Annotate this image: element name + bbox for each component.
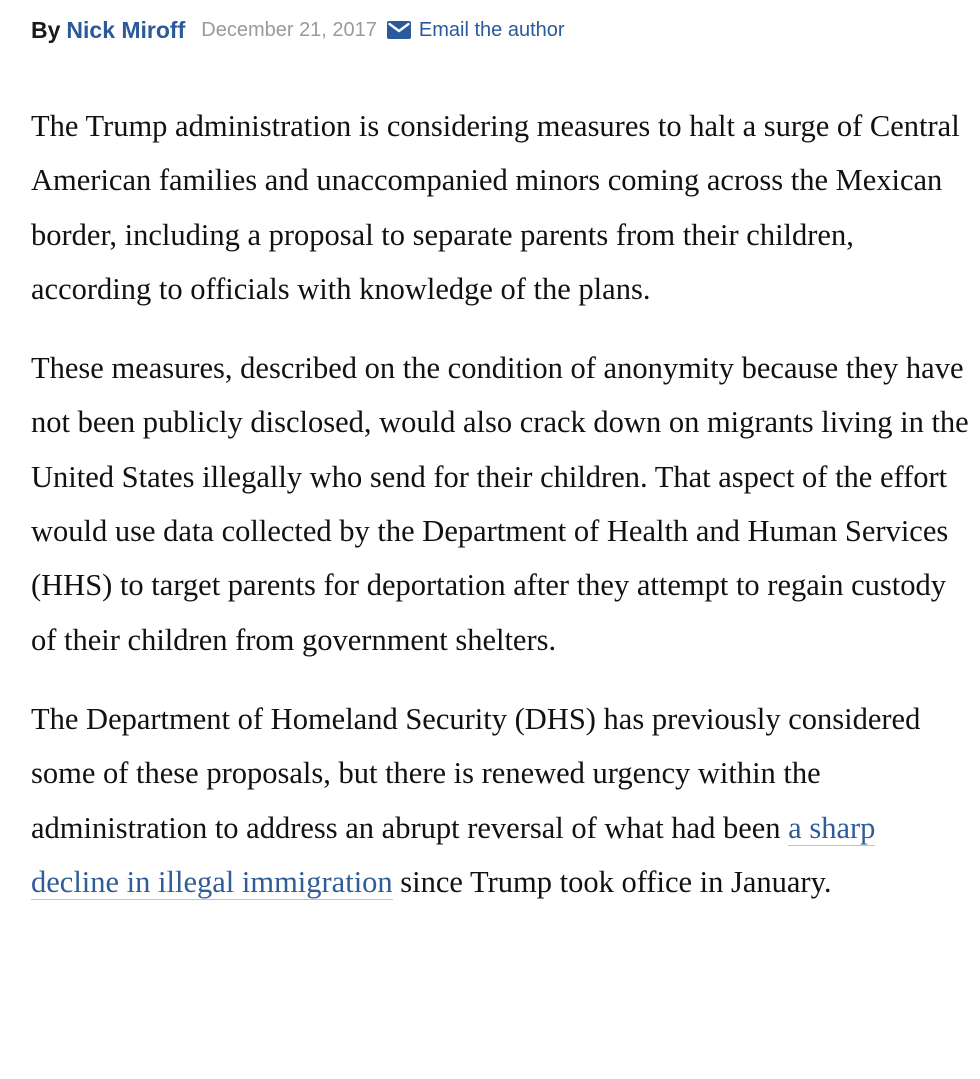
article-paragraph-3 [31, 692, 971, 909]
byline [31, 12, 565, 48]
article-paragraph-1: The Trump administration is considering measures to halt a surge of Central American families and unaccompanied minors coming across the Mexican border, including a proposal to separate parents from their children, according to officials with knowledge of the plans. [31, 109, 960, 306]
envelope-icon[interactable] [387, 21, 411, 39]
illegal-immigration-decline-link[interactable]: a sharp decline in illegal immigration [31, 810, 876, 899]
article-body [31, 99, 971, 909]
author-link[interactable]: Nick Miroff [66, 16, 186, 43]
paragraph-3-text-before: The Department of Homeland Security (DHS) has previously considered some of these proposals, but there is renewed urgency within the administration to address an abrupt reversal of what had been [31, 701, 921, 845]
paragraph-3-text-after: since Trump took office in January. [392, 864, 832, 899]
article-paragraph-2: These measures, described on the condition of anonymity because they have not been publicly disclosed, would also crack down on migrants living in the United States illegally who send for their children. That aspect of the effort would use data collected by the Department of Health and Human Services (HHS) to target parents for deportation after they attempt to regain custody of their children from government shelters. [31, 351, 969, 657]
email-author-link[interactable]: Email the author [418, 18, 565, 41]
publish-date: December 21, 2017 [201, 18, 377, 41]
byline-prefix: By [31, 16, 61, 43]
